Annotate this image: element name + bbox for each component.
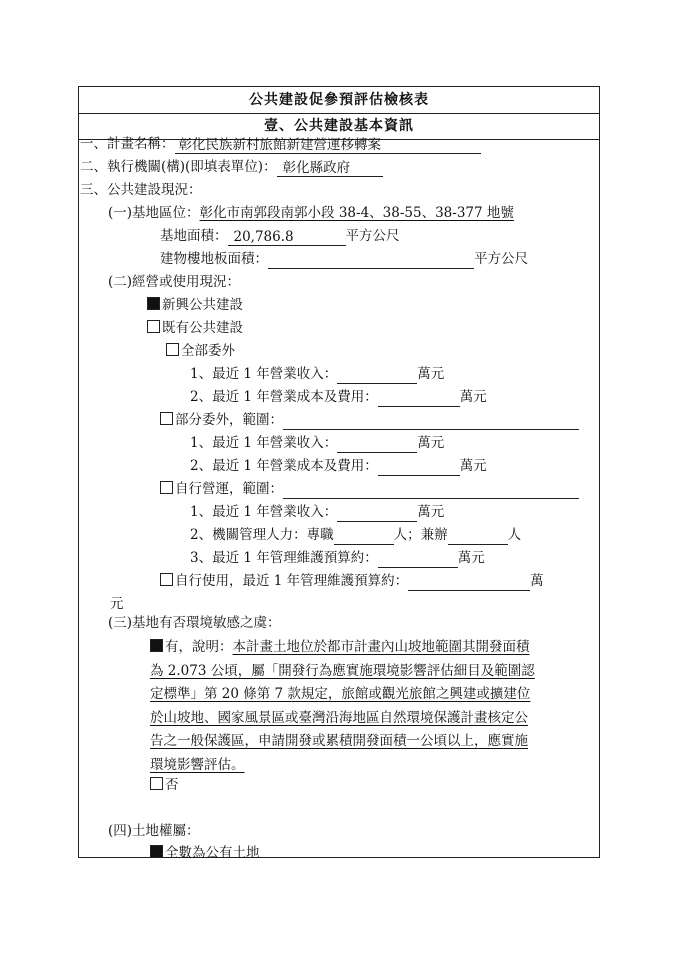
self-operate-checkbox[interactable] (160, 481, 173, 494)
fo-cost-unit: 萬元 (459, 389, 487, 405)
env-yes-block (150, 636, 598, 777)
fo-cost-label: 2、最近 1 年營業成本及費用： (190, 389, 378, 405)
po-cost-row (190, 456, 487, 476)
po-revenue-row (190, 433, 444, 453)
existing-construction-checkbox[interactable] (147, 320, 160, 333)
fo-cost-row (190, 387, 487, 407)
so-revenue-row (190, 502, 444, 522)
so-revenue-unit: 萬元 (417, 504, 445, 520)
env-yes-label: 有，說明： (165, 639, 233, 655)
so-revenue-blank (337, 505, 417, 522)
partial-outsource-scope-blank (283, 413, 579, 430)
self-operate-scope-blank (283, 482, 579, 499)
env-yes-line-5: 告之一般保護區，申請開發或累積開發面積一公頃以上，應實施 (150, 733, 528, 749)
fo-revenue-unit: 萬元 (417, 366, 445, 382)
self-use-option (160, 571, 544, 591)
fo-revenue-row (190, 364, 444, 384)
env-yes-line-2: 為 2.073 公頃，屬「開發行為應實施環境影響評估細目及範圍認 (150, 662, 535, 679)
site-location-label: (一)基地區位： (108, 205, 200, 221)
floor-area-row (160, 249, 528, 269)
fo-cost-blank (378, 390, 460, 407)
self-operate-option (160, 479, 579, 499)
po-cost-blank (378, 459, 460, 476)
so-staff-label-a: 2、機關管理人力：專職 (190, 527, 334, 543)
new-construction-checkbox[interactable] (147, 297, 160, 310)
project-name-value: 彰化民族新村旅館新建營運移轉案 (175, 137, 481, 154)
env-yes-line-3: 定標準」第 20 條第 7 款規定，旅館或觀光旅館之興建或擴建位 (150, 686, 531, 702)
land-public-option (150, 843, 260, 863)
env-yes-line-4: 於山坡地、國家風景區或臺灣沿海地區自然環境保護計畫核定公 (150, 709, 528, 726)
po-revenue-unit: 萬元 (417, 435, 445, 451)
env-no-option (150, 775, 179, 795)
so-budget-unit: 萬元 (457, 550, 485, 566)
self-use-checkbox[interactable] (160, 573, 173, 586)
new-construction-label: 新興公共建設 (162, 297, 243, 313)
project-name-label: 一、計畫名稱： (80, 136, 175, 152)
fo-revenue-blank (337, 367, 417, 384)
self-use-unit-head: 萬 (530, 573, 544, 589)
operation-heading: (二)經營或使用現況： (108, 274, 241, 290)
so-staff-label-b: 人；兼辦 (393, 527, 448, 543)
land-heading: (四)土地權屬： (108, 823, 200, 839)
so-budget-row (190, 548, 485, 568)
site-area-value: 20,786.8 (228, 229, 346, 246)
new-construction-option (147, 295, 243, 315)
project-name-row (80, 134, 481, 154)
full-outsource-option (166, 341, 235, 361)
env-no-label: 否 (165, 777, 179, 793)
site-location-value: 彰化市南郭段南郭小段 38-4、38-55、38-377 地號 (199, 205, 514, 221)
so-staff-label-c: 人 (507, 527, 522, 543)
so-budget-label: 3、最近 1 年管理維護預算約： (190, 550, 378, 566)
full-outsource-checkbox[interactable] (166, 343, 179, 356)
existing-construction-option (147, 318, 243, 338)
land-public-checkbox[interactable] (150, 845, 163, 858)
self-use-label: 自行使用，最近 1 年管理維護預算約： (175, 573, 409, 589)
agency-value: 彰化縣政府 (277, 160, 383, 177)
po-cost-label: 2、最近 1 年營業成本及費用： (190, 458, 378, 474)
partial-outsource-option (160, 410, 579, 430)
form-title: 公共建設促參預評估檢核表 (79, 87, 599, 114)
section-heading: 壹、公共建設基本資訊 (79, 113, 599, 140)
partial-outsource-checkbox[interactable] (160, 412, 173, 425)
agency-row (80, 157, 383, 177)
status-heading: 三、公共建設現況： (80, 182, 202, 198)
env-yes-checkbox[interactable] (150, 639, 163, 652)
po-cost-unit: 萬元 (459, 458, 487, 474)
self-use-budget-blank (408, 574, 530, 591)
floor-area-unit: 平方公尺 (474, 251, 528, 267)
self-use-unit-tail: 元 (110, 596, 124, 612)
env-yes-line-6: 環境影響評估。 (150, 756, 245, 773)
po-revenue-blank (337, 436, 417, 453)
so-revenue-label: 1、最近 1 年營業收入： (190, 504, 338, 520)
existing-construction-label: 既有公共建設 (162, 320, 243, 336)
site-area-label: 基地面積： (160, 228, 228, 244)
floor-area-blank (268, 252, 474, 269)
partial-outsource-label: 部分委外，範圍： (175, 412, 283, 428)
so-staff-parttime-blank (448, 528, 508, 545)
agency-label: 二、執行機關(構)(即填表單位)： (80, 159, 277, 175)
fo-revenue-label: 1、最近 1 年營業收入： (190, 366, 338, 382)
env-yes-line-1: 有，說明：本計畫土地位於都市計畫內山坡地範圍其開發面積 (150, 636, 598, 660)
site-area-row (160, 226, 400, 246)
env-heading: (三)基地有否環境敏感之虞： (108, 615, 281, 631)
site-area-unit: 平方公尺 (345, 228, 400, 244)
so-staff-fulltime-blank (334, 528, 394, 545)
env-no-checkbox[interactable] (150, 777, 163, 790)
so-budget-blank (378, 551, 458, 568)
full-outsource-label: 全部委外 (181, 343, 235, 359)
po-revenue-label: 1、最近 1 年營業收入： (190, 435, 338, 451)
self-operate-label: 自行營運，範圍： (175, 481, 283, 497)
so-staff-row (190, 525, 521, 545)
floor-area-label: 建物樓地板面積： (160, 251, 268, 267)
site-location-row (108, 203, 514, 223)
land-public-label: 全數為公有土地 (165, 845, 260, 861)
